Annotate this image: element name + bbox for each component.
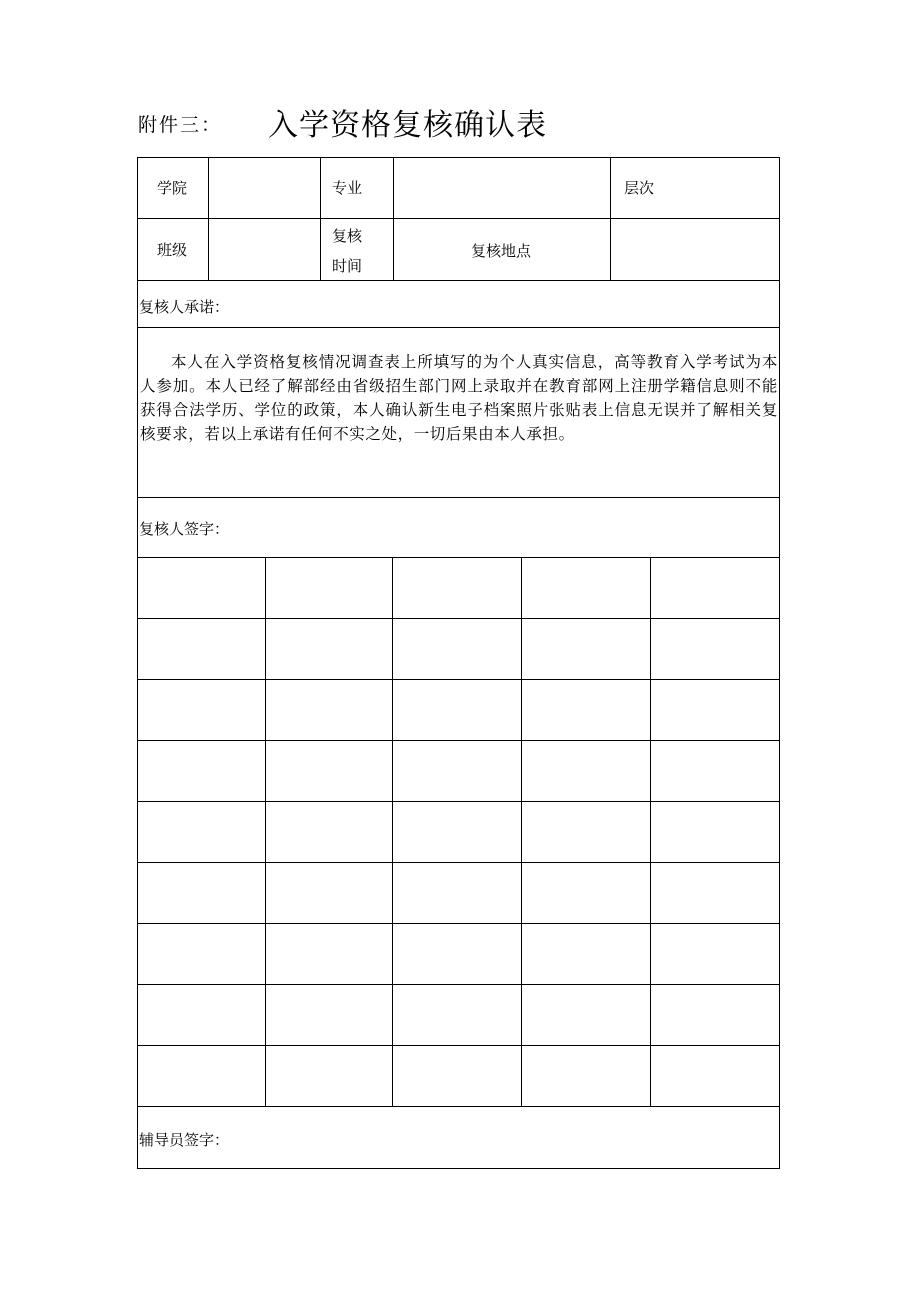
signature-cell[interactable] xyxy=(393,802,522,863)
signature-cell[interactable] xyxy=(138,558,266,619)
signature-grid xyxy=(138,558,779,1107)
review-time-label: 复核 xyxy=(332,227,363,245)
review-time-label-line2: 时间 xyxy=(332,257,363,275)
level-field[interactable] xyxy=(665,158,779,218)
signature-cell[interactable] xyxy=(393,680,522,741)
counselor-signature-field[interactable] xyxy=(240,1109,778,1167)
signature-cell[interactable] xyxy=(522,558,651,619)
signature-cell[interactable] xyxy=(138,1046,266,1107)
signature-cell[interactable] xyxy=(138,863,266,924)
signature-cell[interactable] xyxy=(651,985,779,1046)
class-label: 班级 xyxy=(157,241,188,259)
signature-cell[interactable] xyxy=(393,1046,522,1107)
row-divider xyxy=(137,327,780,328)
signature-cell[interactable] xyxy=(138,802,266,863)
row-divider xyxy=(137,280,780,281)
signature-cell[interactable] xyxy=(266,558,393,619)
signature-cell[interactable] xyxy=(266,863,393,924)
promise-label: 复核人承诺： xyxy=(139,298,230,316)
signature-cell[interactable] xyxy=(651,802,779,863)
signature-cell[interactable] xyxy=(522,680,651,741)
signature-cell[interactable] xyxy=(651,619,779,680)
signature-cell[interactable] xyxy=(266,619,393,680)
reviewer-signature-label: 复核人签字： xyxy=(139,520,230,538)
signature-cell[interactable] xyxy=(266,985,393,1046)
signature-cell[interactable] xyxy=(393,985,522,1046)
signature-cell[interactable] xyxy=(266,924,393,985)
row-divider xyxy=(137,497,780,498)
counselor-signature-label: 辅导员签字： xyxy=(139,1131,230,1149)
college-label: 学院 xyxy=(157,179,188,197)
attachment-label: 附件三： xyxy=(138,114,223,136)
signature-cell[interactable] xyxy=(522,619,651,680)
signature-cell[interactable] xyxy=(522,1046,651,1107)
signature-cell[interactable] xyxy=(651,863,779,924)
signature-cell[interactable] xyxy=(651,1046,779,1107)
level-label: 层次 xyxy=(624,179,655,197)
signature-cell[interactable] xyxy=(266,680,393,741)
signature-cell[interactable] xyxy=(651,924,779,985)
review-place-label: 复核地点 xyxy=(471,242,532,260)
signature-cell[interactable] xyxy=(651,680,779,741)
review-place-field[interactable] xyxy=(611,219,779,280)
signature-cell[interactable] xyxy=(138,741,266,802)
signature-cell[interactable] xyxy=(266,741,393,802)
signature-cell[interactable] xyxy=(522,924,651,985)
signature-cell[interactable] xyxy=(651,558,779,619)
signature-cell[interactable] xyxy=(266,802,393,863)
signature-cell[interactable] xyxy=(393,924,522,985)
signature-cell[interactable] xyxy=(393,741,522,802)
signature-cell[interactable] xyxy=(266,1046,393,1107)
signature-cell[interactable] xyxy=(522,802,651,863)
college-field[interactable] xyxy=(209,158,320,218)
major-field[interactable] xyxy=(394,158,610,218)
major-label: 专业 xyxy=(332,179,363,197)
signature-cell[interactable] xyxy=(393,619,522,680)
signature-cell[interactable] xyxy=(138,985,266,1046)
signature-cell[interactable] xyxy=(522,741,651,802)
col-divider xyxy=(320,157,321,281)
signature-cell[interactable] xyxy=(393,863,522,924)
signature-cell[interactable] xyxy=(522,985,651,1046)
class-field[interactable] xyxy=(209,219,320,280)
signature-cell[interactable] xyxy=(651,741,779,802)
signature-cell[interactable] xyxy=(522,863,651,924)
signature-cell[interactable] xyxy=(138,619,266,680)
signature-cell[interactable] xyxy=(138,680,266,741)
page-title: 入学资格复核确认表 xyxy=(268,108,547,143)
signature-cell[interactable] xyxy=(138,924,266,985)
document-header xyxy=(138,100,838,144)
promise-text: 本人在入学资格复核情况调查表上所填写的为个人真实信息，高等教育入学考试为本人参加。本人已经了解部经由省级招生部门网上录取并在教育部网上注册学籍信息则不能获得合法学历、学位的政策，本人确认新生电子档案照片张贴表上信息无误并了解相关复核要求，若以上承诺有任何不实之处，一切后果由本人承担。 xyxy=(140,353,778,443)
signature-cell[interactable] xyxy=(393,558,522,619)
